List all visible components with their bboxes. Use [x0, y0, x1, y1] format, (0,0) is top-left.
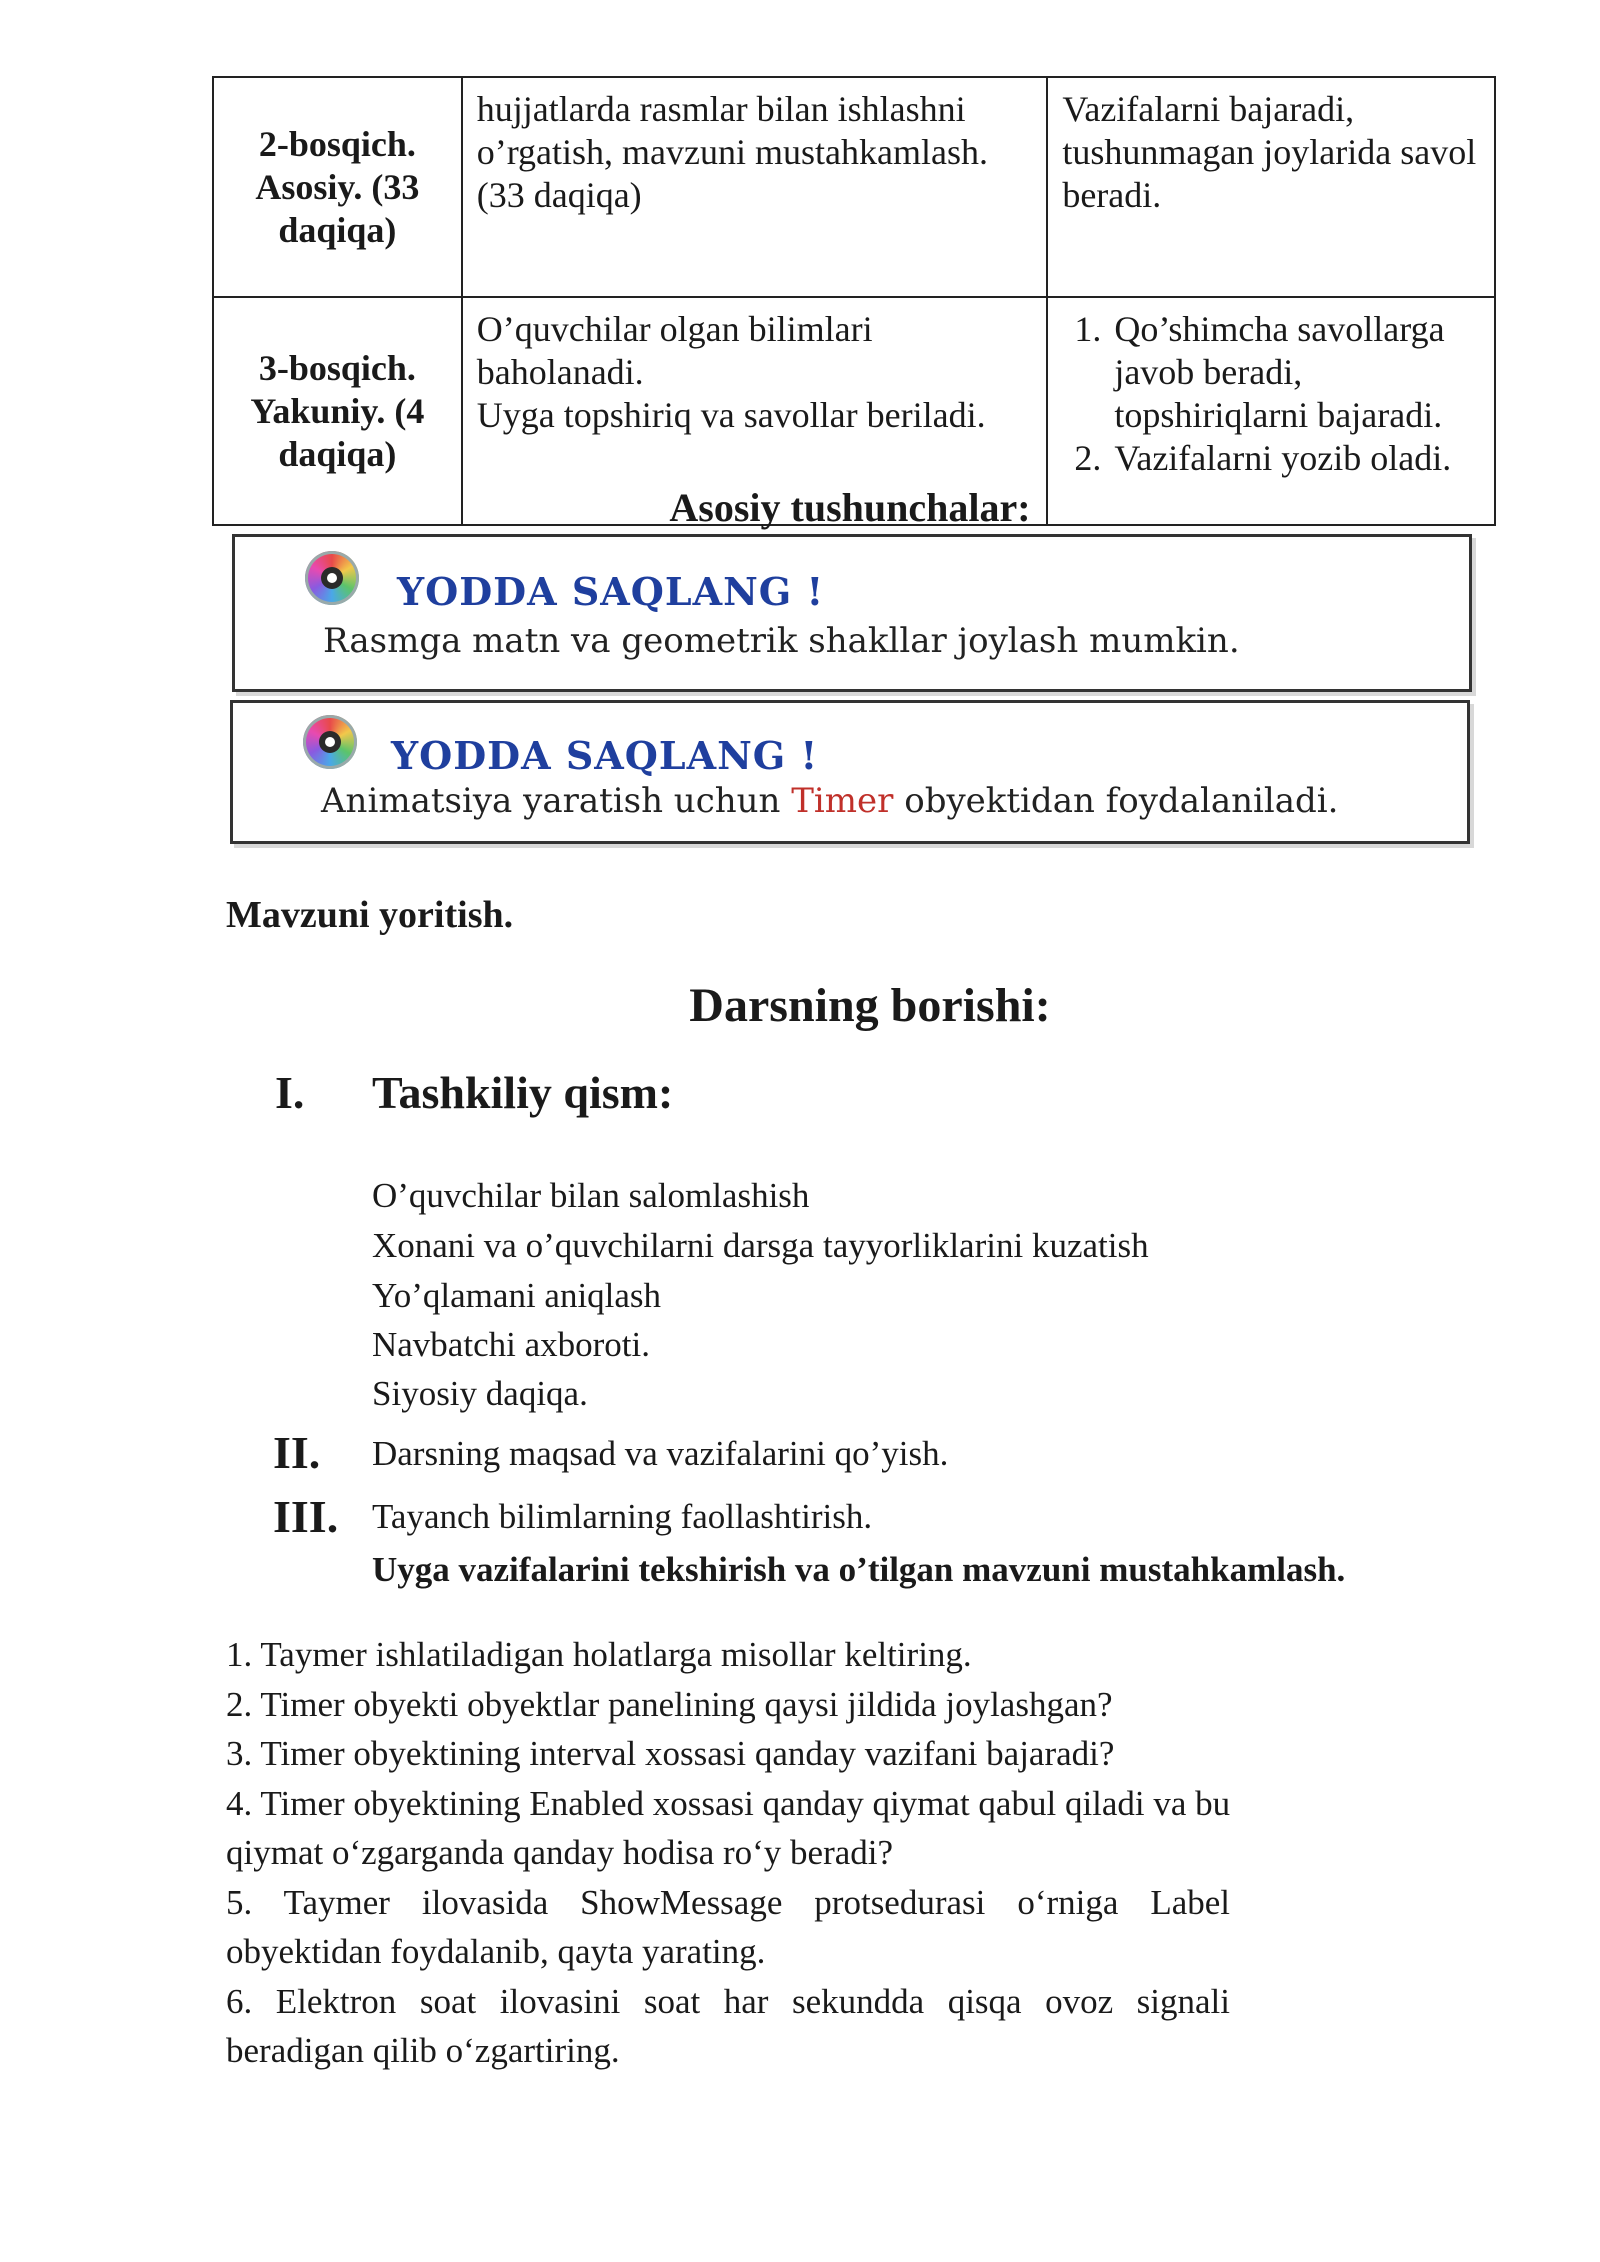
question-line: 2. Timer obyekti obyektlar panelining qaysi jildida joylashgan? — [226, 1684, 1113, 1724]
student-activity: Vazifalarni bajaradi, tushunmagan joylarida savol beradi. — [1062, 89, 1477, 215]
topic-heading: Mavzuni yoritish. — [226, 894, 514, 936]
note-text-part: Rasmga matn va geometrik shakllar joylash mumkin. — [323, 621, 1240, 661]
section-line: Tayanch bilimlarning faollashtirish. — [372, 1497, 873, 1536]
question-line: 3. Timer obyektining interval xossasi qanday vazifani bajaradi? — [226, 1734, 1115, 1773]
note-heading: YODDA SAQLANG ! — [391, 733, 819, 778]
student-activity-cell — [1047, 77, 1495, 297]
section-numeral: II. — [273, 1427, 321, 1478]
question-line: qiymat o‘zgarganda qanday hodisa ro‘y beradi? — [226, 1833, 894, 1872]
remember-note-box — [232, 534, 1472, 692]
question-line: 5. Taymer ilovasida ShowMessage protsedurasi o‘rniga Label — [226, 1882, 1230, 1922]
student-activity-list — [1062, 308, 1480, 480]
teacher-activity-cell — [462, 77, 1048, 297]
questions-list — [226, 1630, 1326, 2076]
cd-icon — [305, 551, 359, 605]
teacher-activity: hujjatlarda rasmlar bilan ishlashni o’rgatish, mavzuni mustahkamlash. (33 daqiqa) — [476, 89, 988, 215]
table-row — [213, 77, 1495, 297]
note-text — [321, 781, 1338, 821]
section-heading: Tashkiliy qism: — [372, 1067, 674, 1118]
question-line: beradigan qilib o‘zgartiring. — [226, 2031, 620, 2070]
list-item: 2. Vazifalarni yozib oladi. — [1110, 437, 1480, 480]
cd-icon — [303, 715, 357, 769]
note-text — [323, 621, 1240, 661]
question-line: 4. Timer obyektining Enabled xossasi qanday qiymat qabul qiladi va bu — [226, 1783, 1231, 1823]
question-line: obyektidan foydalanib, qayta yarating. — [226, 1932, 766, 1971]
lesson-progress-title: Darsning borishi: — [689, 979, 1051, 1032]
question-line: 1. Taymer ishlatiladigan holatlarga misollar keltiring. — [226, 1635, 972, 1674]
remember-note-box — [230, 700, 1470, 844]
note-text-part: obyektidan foydalaniladi. — [893, 781, 1339, 821]
section-bold-line: Uyga vazifalarini tekshirish va o’tilgan mavzuni mustahkamlash. — [372, 1550, 1346, 1589]
section-numeral: III. — [273, 1491, 339, 1542]
note-text-highlight: Timer — [791, 781, 894, 821]
section-numeral: I. — [275, 1067, 305, 1118]
note-text-part: Animatsiya yaratish uchun — [321, 781, 792, 821]
stage-name: 3-bosqich. Yakuniy. (4 daqiqa) — [250, 347, 425, 474]
section-line: Yo’qlamani aniqlash — [372, 1276, 662, 1315]
stage-name: 2-bosqich. Asosiy. (33 daqiqa) — [255, 123, 420, 250]
section-line: Siyosiy daqiqa. — [372, 1374, 588, 1413]
note-heading: YODDA SAQLANG ! — [397, 569, 825, 614]
lesson-stages-table — [212, 76, 1496, 526]
list-item: 1. Qo’shimcha savollarga javob beradi, topshiriqlarni bajaradi. — [1110, 308, 1480, 437]
concepts-title: Asosiy tushunchalar: — [669, 485, 1031, 530]
section-line: Navbatchi axboroti. — [372, 1325, 650, 1364]
stage-name-cell — [213, 77, 462, 297]
question-line: 6. Elektron soat ilovasini soat har sekundda qisqa ovoz signali — [226, 1981, 1230, 2021]
teacher-activity-line: O’quvchilar olgan bilimlari baholanadi. — [476, 309, 873, 392]
teacher-activity-line: Uyga topshiriq va savollar beriladi. — [476, 395, 986, 435]
section-line: O’quvchilar bilan salomlashish — [372, 1176, 810, 1215]
section-line: Darsning maqsad va vazifalarini qo’yish. — [372, 1434, 949, 1473]
section-line: Xonani va o’quvchilarni darsga tayyorliklarini kuzatish — [372, 1226, 1149, 1265]
